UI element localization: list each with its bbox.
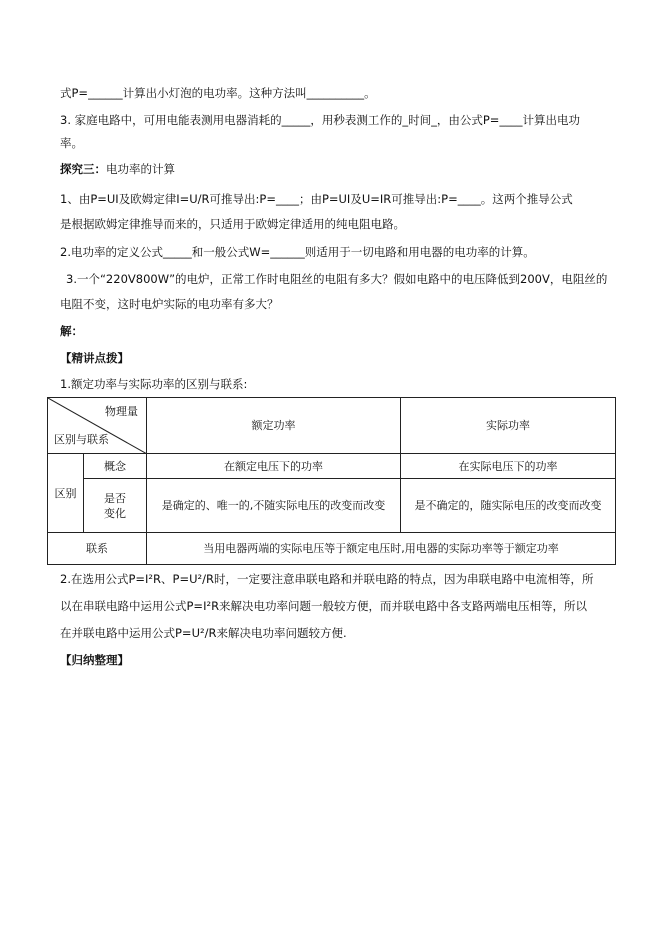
text-line-6: 是根据欧姆定律推导而来的，只适用于欧姆定律适用的纯电阻电路。 [60,217,405,231]
cell-relation: 当用电器两端的实际电压等于额定电压时,用电器的实际功率等于额定功率 [147,533,616,565]
text-line-13: 2.在选用公式P=I²R、P=U²/R时，一定要注意串联电路和并联电路的特点，因为串联电路中电流相等，所 [60,572,594,586]
row-label-variation [84,479,147,533]
section-label: 探究三： [60,162,106,176]
section-heading-3 [60,161,175,177]
row-label-part: 变化 [104,506,126,520]
corner-bottom-label: 区别与联系 [54,433,109,446]
table-corner-cell [48,398,147,454]
cell-rated-concept: 在额定电压下的功率 [147,454,401,479]
text-line-8: 3.一个“220V800W”的电炉，正常工作时电阻丝的电阻有多大？假如电路中的电压降低到200V，电阻丝的 [66,272,608,286]
row-label-part: 是否 [104,491,126,505]
text-line-2: 3. 家庭电路中，可用电能表测用电器消耗的_____，用秒表测工作的_时间_，由公式P=____计算出电功 [60,113,580,127]
table-header-row [48,398,616,454]
text-line-14: 以在串联电路中运用公式P=I²R来解决电功率问题一般较方便，而并联电路中各支路两端电压相等，所以 [60,599,588,613]
row-label-relation: 联系 [48,533,147,565]
col-header-actual: 实际功率 [401,398,616,454]
text-line-9: 电阻不变，这时电炉实际的电功率有多大？ [60,297,279,311]
cell-actual-concept: 在实际电压下的功率 [401,454,616,479]
text-line-12: 1.额定功率与实际功率的区别与联系: [60,377,248,391]
table-row [48,479,616,533]
text-line-7: 2.电功率的定义公式_____和一般公式W=______则适用于一切电路和用电器的电功率的计算。 [60,245,535,259]
col-header-rated: 额定功率 [147,398,401,454]
heading-summary: 【归纳整理】 [60,653,129,667]
text-line-15: 在并联电路中运用公式P=U²/R来解决电功率问题较方便. [60,626,347,640]
cell-actual-variation: 是不确定的，随实际电压的改变而改变 [401,479,616,533]
heading-key-points: 【精讲点拨】 [60,351,129,365]
text-line-5: 1、由P=UI及欧姆定律I=U/R可推导出:P=____；由P=UI及U=IR可推导出:P=____。这两个推导公式 [60,192,573,206]
table-row [48,533,616,565]
corner-top-label: 物理量 [105,405,138,418]
text-line-3: 率。 [60,136,83,150]
table-row [48,454,616,479]
power-comparison-table [47,397,616,565]
group-label-difference: 区别 [48,454,84,533]
section-title: 电功率的计算 [106,162,175,176]
cell-rated-variation: 是确定的、唯一的,不随实际电压的改变而改变 [147,479,401,533]
text-line-1: 式P=______计算出小灯泡的电功率。这种方法叫__________。 [60,86,376,100]
row-label-concept: 概念 [84,454,147,479]
answer-label: 解： [60,324,83,338]
